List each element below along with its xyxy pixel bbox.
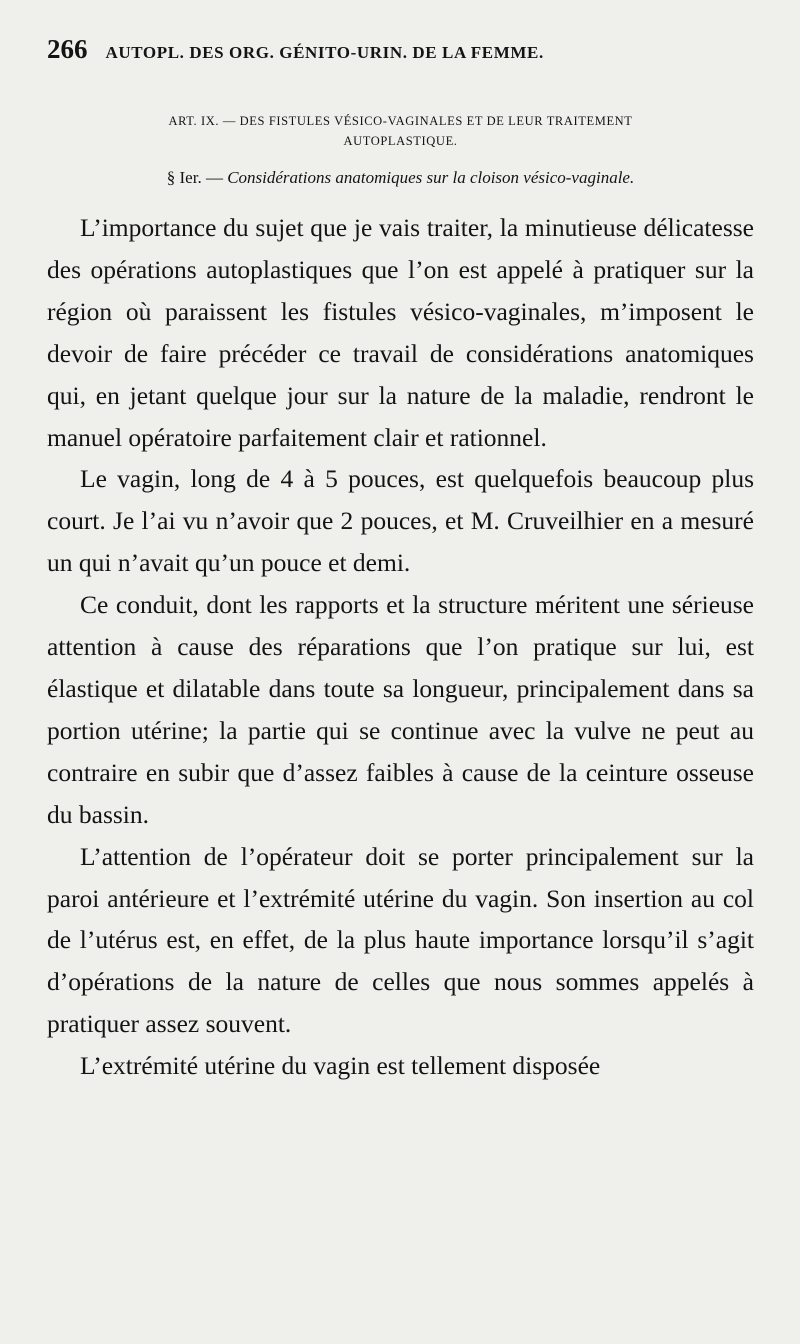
body-text <box>47 207 754 1087</box>
paragraph-4: L’attention de l’opérateur doit se porter principalement sur la paroi antérieure et l’extrémité utérine du vagin. Son insertion au col de l’utérus est, en effet, de la plus haute importance lorsqu’il s’agit d’opérations de la nature de celles que nous sommes appelés à pratiquer assez souvent. <box>47 841 754 1039</box>
section-title: Considérations anatomiques sur la cloison vésico-vaginale. <box>227 168 635 187</box>
section-label: § Ier. — <box>166 168 223 187</box>
article-heading-line1: ART. IX. — DES FISTULES VÉSICO-VAGINALES ET DE LEUR TRAITEMENT <box>168 114 633 128</box>
paragraph-1: L’importance du sujet que je vais traiter, la minutieuse délicatesse des opérations autoplastiques que l’on est appelé à pratiquer sur la région où paraissent les fistules vésico-vaginales, m’imposent le devoir de faire précéder ce travail de considérations anatomiques qui, en jetant quelque jour sur la nature de la maladie, rendront le manuel opératoire parfaitement clair et rationnel. <box>47 213 754 452</box>
running-head <box>47 34 754 65</box>
page-number: 266 <box>47 34 88 64</box>
article-heading <box>47 111 754 151</box>
section-heading <box>47 167 754 189</box>
running-title: AUTOPL. DES ORG. GÉNITO-URIN. DE LA FEMME. <box>105 43 544 62</box>
article-heading-line2: AUTOPLASTIQUE. <box>343 134 458 148</box>
paragraph-3: Ce conduit, dont les rapports et la structure méritent une sérieuse attention à cause des réparations que l’on pratique sur lui, est élastique et dilatable dans toute sa longueur, principalement dans sa portion utérine; la partie qui se continue avec la vulve ne peut au contraire en subir que d’assez faibles à cause de la ceinture osseuse du bassin. <box>47 590 754 829</box>
paragraph-2: Le vagin, long de 4 à 5 pouces, est quelquefois beaucoup plus court. Je l’ai vu n’avoir que 2 pouces, et M. Cruveilhier en a mesuré un qui n’avait qu’un pouce et demi. <box>47 464 754 578</box>
paragraph-5: L’extrémité utérine du vagin est tellement disposée <box>80 1051 601 1081</box>
